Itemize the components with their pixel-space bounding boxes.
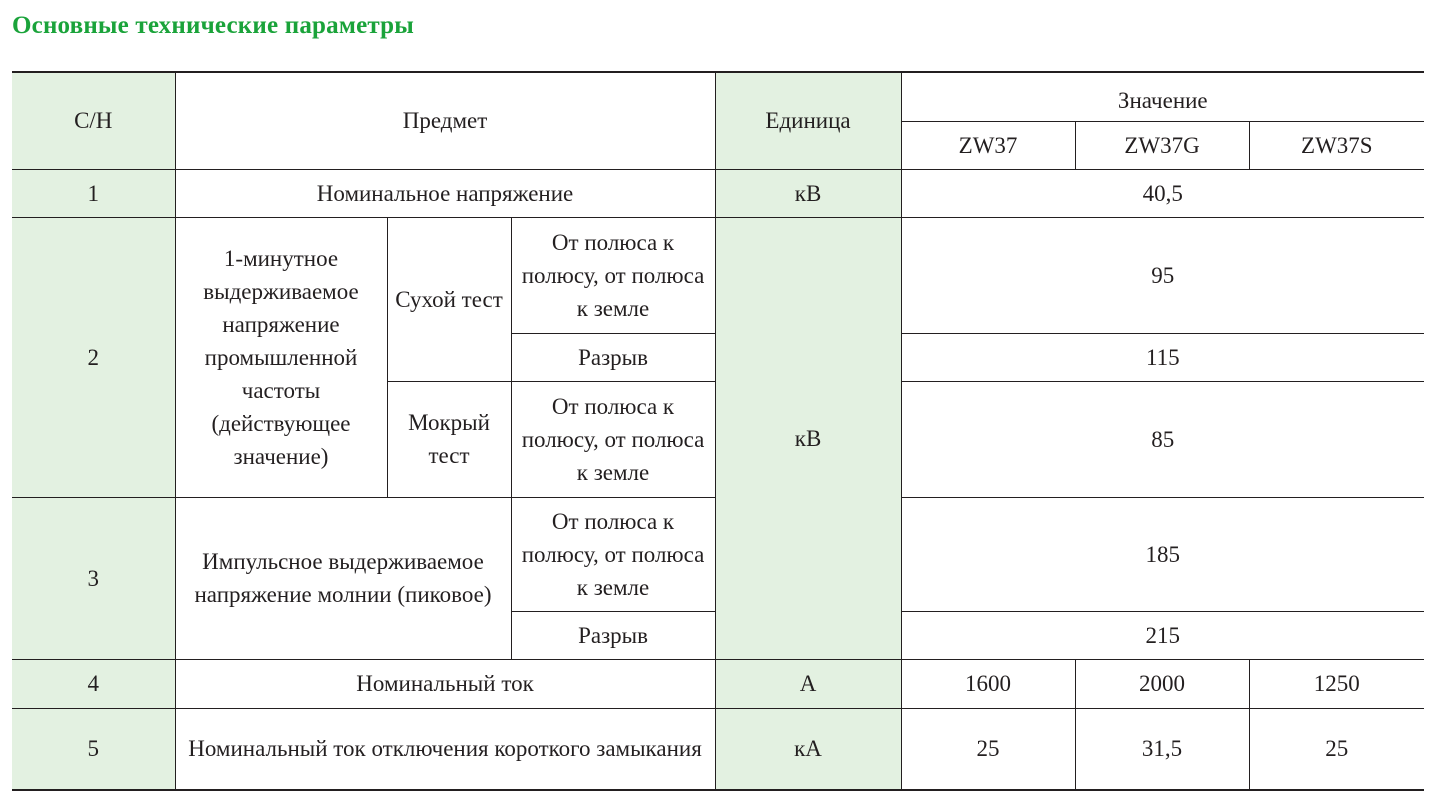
- header-row: [12, 72, 1424, 121]
- page-title: Основные технические параметры: [12, 12, 414, 39]
- row-sn: 4: [12, 659, 175, 708]
- p2p-label: От полюса к полюсу, от полюса к земле: [511, 497, 715, 611]
- row-value: 185: [901, 497, 1424, 611]
- header-model-zw37: ZW37: [901, 121, 1075, 169]
- p2p-label: От полюса к полюсу, от полюса к земле: [511, 217, 715, 333]
- header-sn: С/Н: [12, 72, 175, 169]
- row-unit: кВ: [715, 217, 901, 659]
- parameters-table: [12, 71, 1424, 791]
- table-row: [12, 659, 1424, 708]
- row-sn: 2: [12, 217, 175, 497]
- row-value: 215: [901, 611, 1424, 659]
- break-label: Разрыв: [511, 333, 715, 381]
- p2p-label: От полюса к полюсу, от полюса к земле: [511, 381, 715, 497]
- value-zw37s: 25: [1249, 708, 1424, 790]
- row-item: Импульсное выдерживаемое напряжение молнии (пиковое): [175, 497, 511, 659]
- table-row: [12, 217, 1424, 333]
- value-zw37g: 2000: [1075, 659, 1249, 708]
- row-value: 95: [901, 217, 1424, 333]
- value-zw37: 25: [901, 708, 1075, 790]
- row-unit: кА: [715, 708, 901, 790]
- table-row: [12, 169, 1424, 217]
- break-label: Разрыв: [511, 611, 715, 659]
- row-value: 85: [901, 381, 1424, 497]
- header-model-zw37s: ZW37S: [1249, 121, 1424, 169]
- header-unit: Единица: [715, 72, 901, 169]
- row-sn: 3: [12, 497, 175, 659]
- value-zw37g: 31,5: [1075, 708, 1249, 790]
- value-zw37s: 1250: [1249, 659, 1424, 708]
- row-value: 40,5: [901, 169, 1424, 217]
- row-unit: кВ: [715, 169, 901, 217]
- dry-test-label: Сухой тест: [387, 217, 511, 381]
- row-item: 1-минутное выдерживаемое напряжение промышленной частоты (действующее значение): [175, 217, 387, 497]
- header-value: Значение: [901, 72, 1424, 121]
- row-item: Номинальный ток: [175, 659, 715, 708]
- wet-test-label: Мокрый тест: [387, 381, 511, 497]
- row-item: Номинальное напряжение: [175, 169, 715, 217]
- header-item: Предмет: [175, 72, 715, 169]
- table-row: [12, 708, 1424, 790]
- value-zw37: 1600: [901, 659, 1075, 708]
- row-value: 115: [901, 333, 1424, 381]
- row-unit: А: [715, 659, 901, 708]
- header-model-zw37g: ZW37G: [1075, 121, 1249, 169]
- row-item: Номинальный ток отключения короткого замыкания: [175, 708, 715, 790]
- row-sn: 1: [12, 169, 175, 217]
- row-sn: 5: [12, 708, 175, 790]
